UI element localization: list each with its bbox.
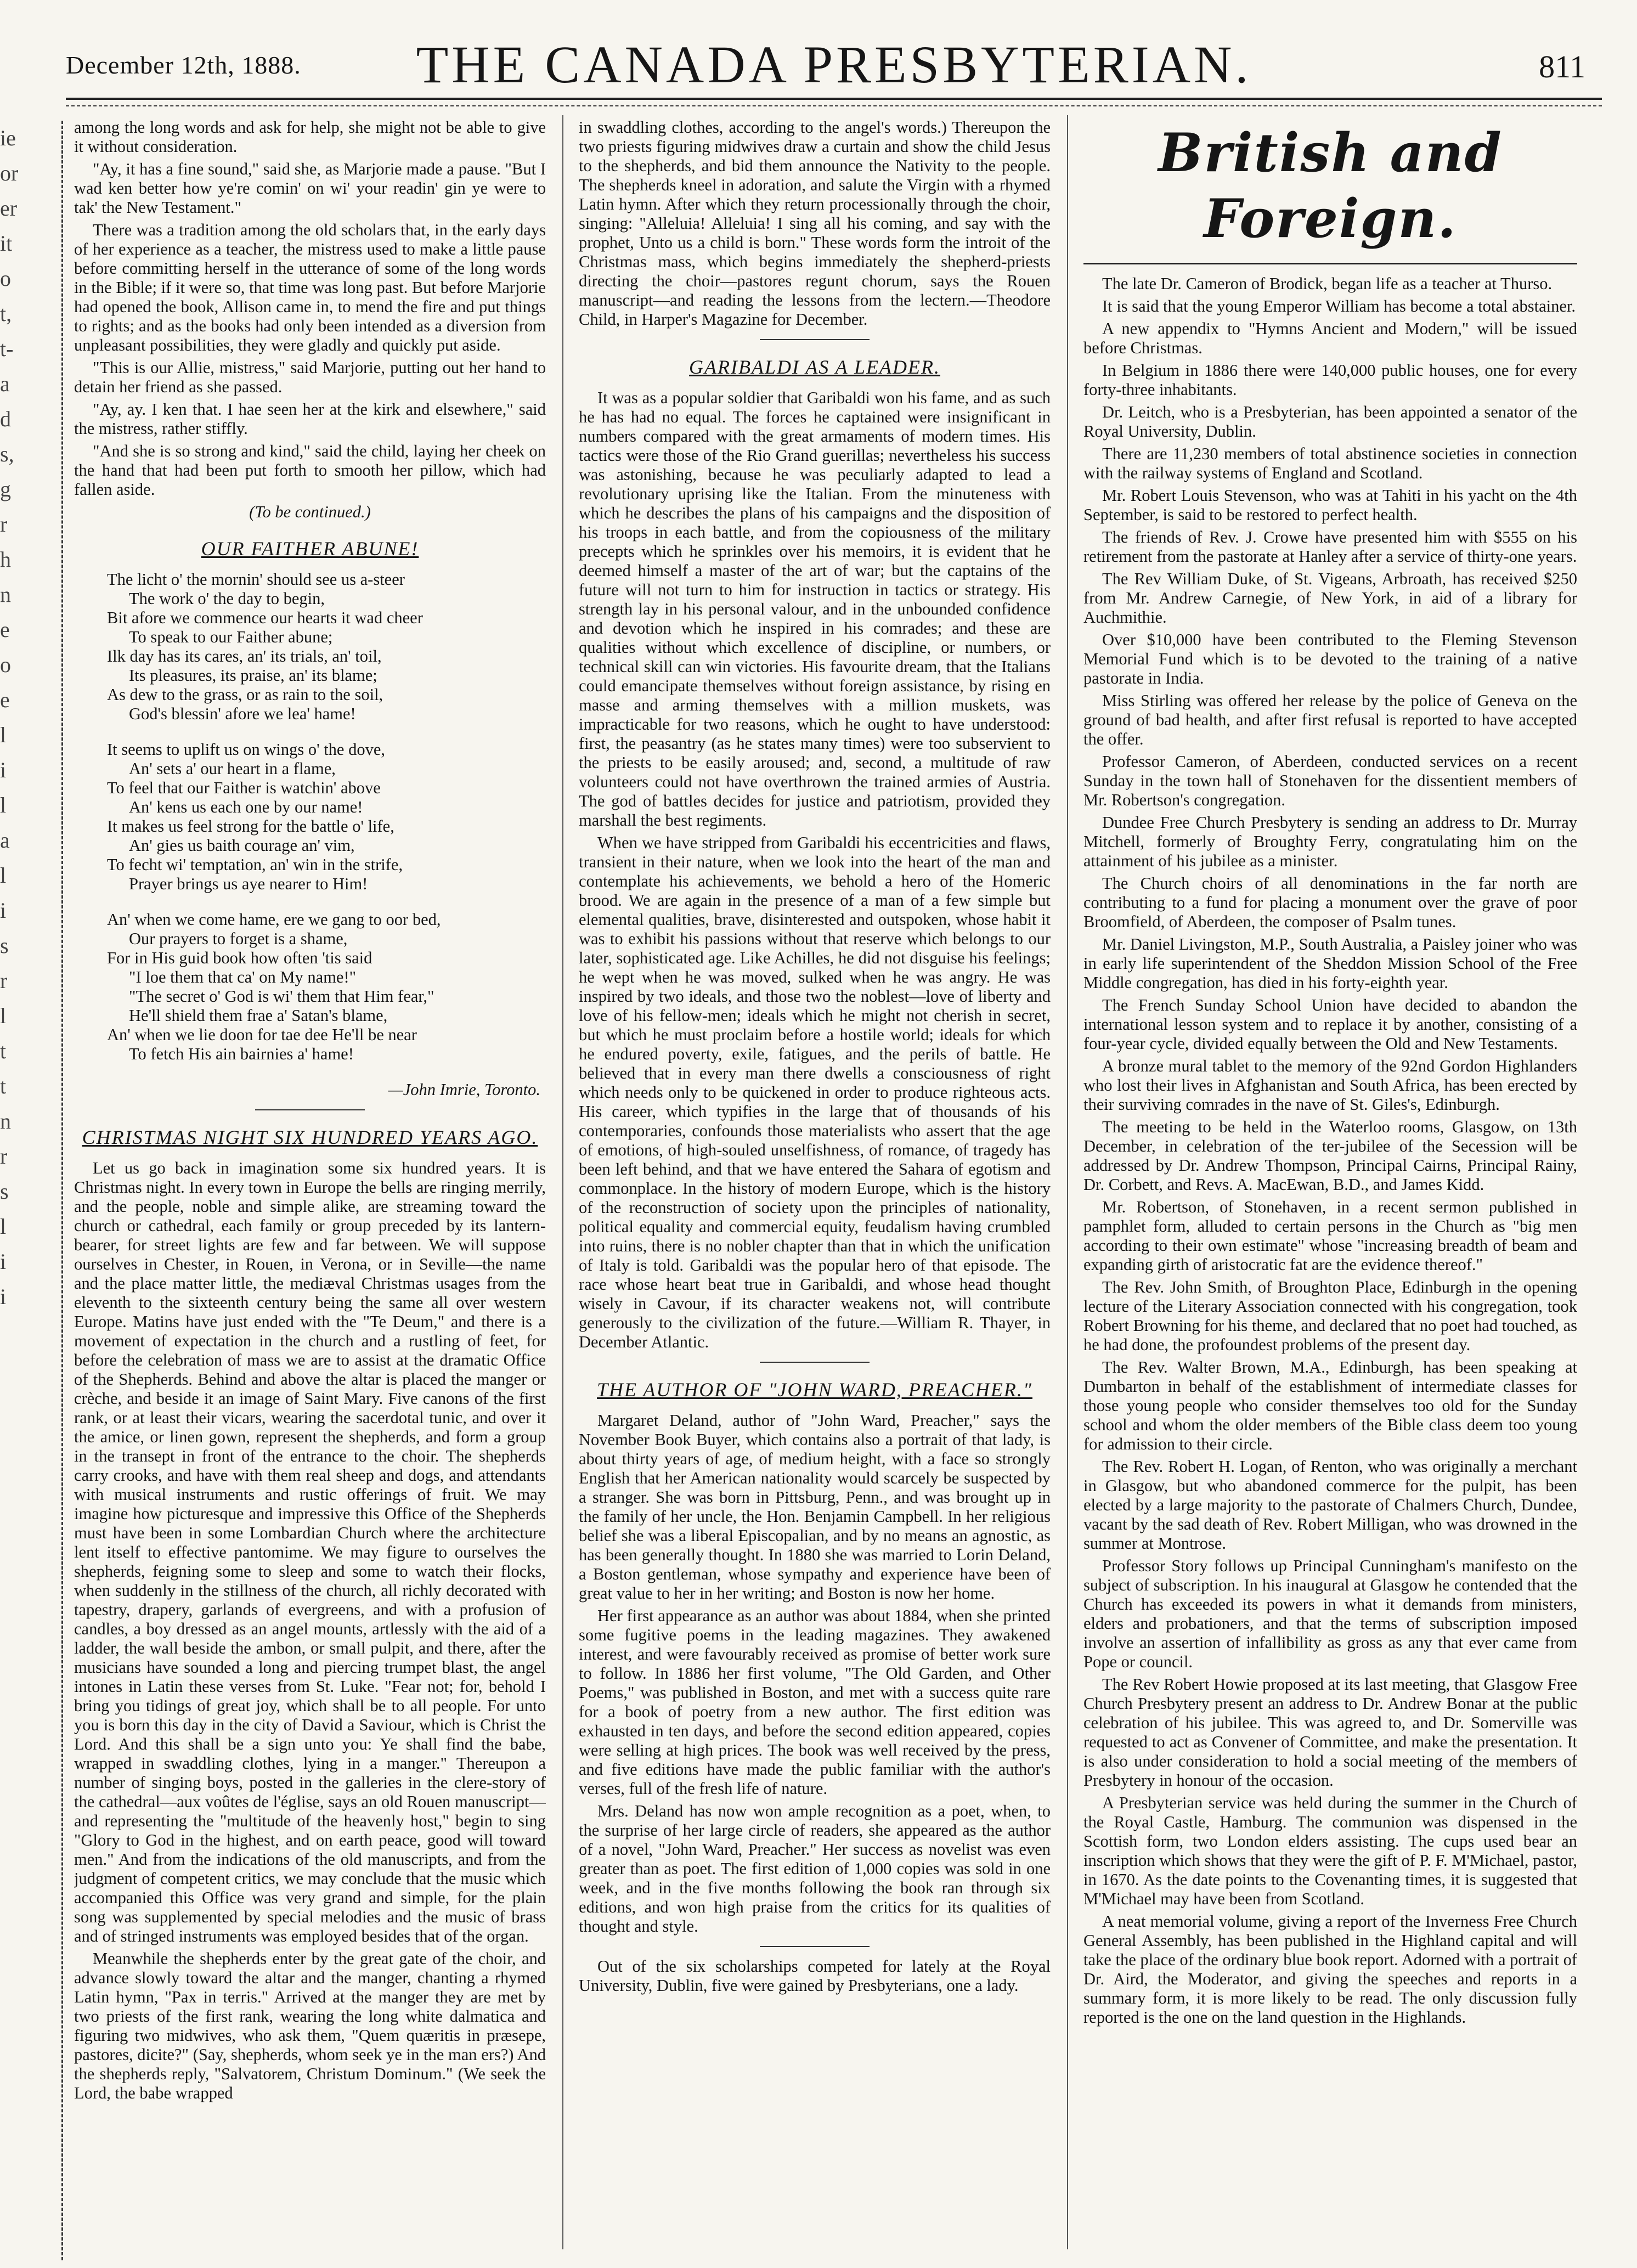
- poem-line: To feel that our Faither is watchin' above: [107, 778, 381, 797]
- poem-line: Prayer brings us aye nearer to Him!: [129, 875, 368, 893]
- separator-rule: [760, 339, 870, 340]
- paragraph: It was as a popular soldier that Garibaldi won his fame, and as such he has had no equal. The forces he captained were insignificant in numbers compared with the great armaments of modern times. His tactics were those of the Rio Grand guerillas; nevertheless his success was astonishing, because he was peculiarly adapted to lead a revolutionary uprising like the Italian. From the minuteness with which he describes the plans of his campaigns and the disposition of his troops in each battle, and from the copiousness of the military precepts which he sprinkles over his memoirs, it is evident that he deemed himself a master of the art of war; but the captains of the future will not turn to him for instruction in tactics or strategy. His strength lay in his personal valour, and in the unbounded confidence and devotion which he inspired in his comrades; and these are qualities without which excellence of discipline, or numbers, or technical skill can win victories. His favourite dream, that the Italians could emancipate themselves without foreign assistance, by rising en masse and arming themselves with a million muskets, was impracticable for two reasons, which he ought to have understood: first, the peasantry (as he states many times) were too subservient to the priests to be easily aroused; and, second, a multitude of raw volunteers could not have overthrown the trained armies of Austria. The god of battles decides for justice and patriotism, provided they marshall the best regiments.: [579, 388, 1051, 830]
- news-item: Mr. Robertson, of Stonehaven, in a recent sermon published in pamphlet form, alluded to certain persons in the Church as "big men according to their own estimate" whose "increasing breadth of beam and expanding girth of aristocratic fat are the evidence thereof.": [1083, 1198, 1577, 1274]
- news-item: A neat memorial volume, giving a report of the Inverness Free Church General Assembly, has been published in the Highland capital and will take the place of the ordinary blue book report. Adorned with a portrait of Dr. Aird, the Moderator, and giving the speeches and reports in a summary form, it is more likely to be read. The only discussion fully reported is the one on the land question in the Highlands.: [1083, 1912, 1577, 2027]
- news-item: The Rev. Walter Brown, M.A., Edinburgh, has been speaking at Dumbarton in behalf of the establishment of intermediate classes for those young people who consider themselves too old for the Sunday school and whom the older members of the Bible class deem too young for admission to their circle.: [1083, 1358, 1577, 1453]
- news-item: Mr. Daniel Livingston, M.P., South Australia, a Paisley joiner who was in early life superintendent of the Sheddon Mission School of the Free Middle congregation, has died in his forty-eighth year.: [1083, 935, 1577, 992]
- news-item: The meeting to be held in the Waterloo rooms, Glasgow, on 13th December, in celebration of the ter-jubilee of the Secession will be addressed by Dr. Andrew Thompson, Principal Cairns, Principal Rainy, Dr. Corbett, and Revs. A. MacEwan, B.D., and James Kidd.: [1083, 1118, 1577, 1194]
- news-item: Miss Stirling was offered her release by the police of Geneva on the ground of bad health, and after first refusal is reported to have accepted the offer.: [1083, 691, 1577, 748]
- news-item: Mr. Robert Louis Stevenson, who was at Tahiti in his yacht on the 4th September, is said to be restored to perfect health.: [1083, 486, 1577, 524]
- news-item: In Belgium in 1886 there were 140,000 public houses, one for every forty-three inhabitants.: [1083, 361, 1577, 399]
- gutter-mark: o: [0, 652, 11, 677]
- gutter-mark: d: [0, 407, 11, 431]
- paragraph: Mrs. Deland has now won ample recognition as a poet, when, to the surprise of her large circle of readers, she appeared as the author of a novel, "John Ward, Preacher." Her success as novelist was even greater than as poet. The first edition of 1,000 copies was sold in one week, and in the five months following the book ran through six editions, and won high praise from the critics for its qualities of thought and style.: [579, 1802, 1051, 1936]
- gutter-mark: g: [0, 477, 11, 501]
- issue-date: December 12th, 1888.: [66, 51, 301, 79]
- poem-line: He'll shield them frae a' Satan's blame,: [129, 1006, 388, 1025]
- poem-line: It seems to uplift us on wings o' the dove,: [107, 740, 386, 759]
- news-item: The Rev. Robert H. Logan, of Renton, who was originally a merchant in Glasgow, but who abandoned commerce for the pulpit, has been elected by a large majority to the pastorate of Chalmers Church, Dundee, vacant by the sad death of Rev. Robert Milligan, who was drowned in the summer at Montrose.: [1083, 1457, 1577, 1553]
- paragraph: in swaddling clothes, according to the angel's words.) Thereupon the two priests figuring midwives draw a curtain and show the child Jesus to the shepherds, and bid them announce the Nativity to the people. The shepherds kneel in adoration, and salute the Virgin with a rhymed Latin hymn. After which they return processionally through the choir, singing: "Alleluia! Alleluia! I sing all his coming, and say with the prophet, Unto us a child is born." These words form the introit of the Christmas mass, which begins immediately the shepherd-priests directing the choir—pastores regunt chorum, says the Rouen manuscript—and reading the lessons from the lectern.—Theodore Child, in Harper's Magazine for December.: [579, 118, 1051, 329]
- separator-rule: [255, 1109, 365, 1110]
- gutter-mark: i: [0, 1284, 7, 1309]
- news-item: The Rev. John Smith, of Broughton Place, Edinburgh in the opening lecture of the Literary Association connected with his congregation, took Robert Browning for his theme, and declared that no poet had touched, as he had done, the profoundest problems of the present day.: [1083, 1278, 1577, 1354]
- news-item: Dundee Free Church Presbytery is sending an address to Dr. Murray Mitchell, formerly of Broughty Ferry, congratulating him on the attainment of his jubilee as a minister.: [1083, 813, 1577, 870]
- gutter-mark: ie: [0, 126, 16, 150]
- separator-rule: [760, 1362, 870, 1363]
- gutter-mark: h: [0, 547, 11, 572]
- paragraph: Let us go back in imagination some six hundred years. It is Christmas night. In every town in Europe the bells are ringing merrily, and the people, noble and simple alike, are streaming toward the church or cathedral, each family or group preceded by its lantern-bearer, for street lights are few and far between. We will suppose ourselves in Chester, in Rouen, in Verona, or in Seville—the name and the place matter little, the mediæval Christmas usages from the eleventh to the sixteenth century being the same all over western Europe. Matins have just ended with the "Te Deum," and there is a movement of expectation in the church and a rustling of feet, for before the celebration of mass we are to assist at the dramatic Office of the Shepherds. Behind and above the altar is placed the manger or crèche, and beside it an image of Saint Mary. Five canons of the first rank, or at least their vicars, wearing the sacerdotal tunic, and over it the amice, or linen gown, represent the shepherds, and form a group in the transept in front of the entrance to the choir. The shepherds carry crooks, and have with them real sheep and dogs, and attendants with musical instruments and rustic offerings of fruit. We may imagine how picturesque and impressive this Office of the Shepherds must have been in some Lombardian Church where the architecture lent itself to effective pantomime. We may figure to ourselves the shepherds, feigning some to sleep and some to watch their flocks, when suddenly in the stillness of the church, all richly decorated with tapestry, drapery, garlands of evergreens, and with a profusion of candles, a boy dressed as an angel mounts, artlessly with the aid of a ladder, the wall beside the ambon, or small pulpit, and there, after the musicians have sounded a long and piercing trumpet blast, the angel intones in Latin these verses from St. Luke. "Fear not; for, behold I bring you tidings of great joy, which shall be to all people. For unto you is born this day in the city of David a Saviour, which is Christ the Lord. And this shall be a sign unto you: Ye shall find the babe, wrapped in swaddling clothes, lying in a manger." Thereupon a number of singing boys, posted in the galleries in the clere-story of the cathedral—aux voûtes de l'église, says an old Rouen manuscript—and representing the "multitude of the heavenly host," begin to sing "Glory to God in the highest, and on earth peace, good will toward men." And from the indications of the old manuscripts, and from the judgment of competent critics, we may conclude that the music which accompanied this Office was very grand and simple, for the plain song was supplemented by special melodies and the music of brass and of stringed instruments was employed besides that of the organ.: [74, 1159, 546, 1945]
- gutter-mark: s,: [0, 442, 14, 466]
- gutter-mark: a: [0, 828, 10, 853]
- section-title: British and Foreign.: [1158, 122, 1503, 250]
- paragraph: Her first appearance as an author was about 1884, when she printed some fugitive poems in the leading magazines. They awakened interest, and were favourably received as promise of better work sure to follow. In 1886 her first volume, "The Old Garden, and Other Poems," was published in Boston, and met with a success quite rare for a book of poetry from a new author. The first edition was exhausted in ten days, and before the second edition appeared, copies were selling at high prices. The book was well received by the press, and five editions have made the public familiar with the author's verses, full of the fresh life of nature.: [579, 1606, 1051, 1798]
- poem-line: An' when we come hame, ere we gang to oor bed,: [107, 910, 441, 929]
- poem-line: To fetch His ain bairnies a' hame!: [129, 1045, 354, 1063]
- poem-line: An' gies us baith courage an' vim,: [129, 836, 355, 855]
- paragraph: Meanwhile the shepherds enter by the great gate of the choir, and advance slowly toward the altar and the manger, chanting a rhymed Latin hymn, "Pax in terris." Arrived at the manger they are met by two priests of the first rank, wearing the long white dalmatica and figuring two midwives, who ask them, "Quem quæritis in præsepe, pastores, dicite?" (Say, shepherds, whom seek ye in the man ers?) And the shepherds reply, "Salvatorem, Christum Dominum." (We seek the Lord, the babe wrapped: [74, 1949, 546, 2102]
- poem-line: To speak to our Faither abune;: [129, 628, 333, 646]
- poem-line: God's blessin' afore we lea' hame!: [129, 704, 356, 723]
- left-border-rule: [61, 121, 65, 2260]
- poem-line: Our prayers to forget is a shame,: [129, 929, 348, 948]
- gutter-mark: e: [0, 617, 10, 642]
- gutter-mark: l: [0, 863, 7, 888]
- gutter-mark: r: [0, 968, 8, 993]
- section-title-rule: [1083, 263, 1577, 264]
- gutter-mark: i: [0, 1249, 7, 1274]
- news-item: The French Sunday School Union have decided to abandon the international lesson system and to replace it by another, consisting of a four-year cycle, divided equally between the Old and New Testaments.: [1083, 996, 1577, 1053]
- news-items: [1083, 274, 1577, 2027]
- gutter-mark: e: [0, 687, 10, 712]
- paragraph: "And she is so strong and kind," said the child, laying her cheek on the hand that had been put forth to smooth her pillow, which had fallen aside.: [74, 442, 546, 499]
- poem-line: The licht o' the mornin' should see us a-steer: [107, 570, 405, 589]
- masthead-dashed-rule: [66, 105, 1602, 106]
- article-title: GARIBALDI AS A LEADER.: [689, 356, 940, 378]
- masthead-rule: [66, 98, 1602, 100]
- paragraph: among the long words and ask for help, she might not be able to give it without consideration.: [74, 118, 546, 156]
- poem-line: The work o' the day to begin,: [129, 589, 325, 608]
- gutter-marks: [0, 121, 22, 2205]
- news-item: A Presbyterian service was held during the summer in the Church of the Royal Castle, Hamburg. The communion was dispensed in the Scottish form, two London elders assisting. The cups used bear an inscription which shows that they were the gift of P. F. M'Michael, pastor, in 1670. As the date points to the Covenanting times, it is suggested that M'Michael may have been from Scotland.: [1083, 1793, 1577, 1908]
- column-divider: [1067, 115, 1068, 2249]
- poem-line: An' when we lie doon for tae dee He'll be near: [107, 1025, 417, 1044]
- news-item: A bronze mural tablet to the memory of the 92nd Gordon Highlanders who lost their lives in Afghanistan and South Africa, has been erected by their surviving comrades in the nave of St. Giles's, Edinburgh.: [1083, 1057, 1577, 1114]
- poem-stanza: [107, 740, 546, 894]
- poem-title: OUR FAITHER ABUNE!: [201, 538, 419, 560]
- poem-stanza: [107, 570, 546, 724]
- poem-line: "I loe them that ca' on My name!": [129, 968, 357, 986]
- news-item: Professor Cameron, of Aberdeen, conducted services on a recent Sunday in the town hall of Stonehaven for the dissentient members of Mr. Robertson's congregation.: [1083, 752, 1577, 809]
- column-divider: [562, 115, 563, 2249]
- news-item: The Rev William Duke, of St. Vigeans, Arbroath, has received $250 from Mr. Andrew Carnegie, of New York, in aid of a library for Auchmithie.: [1083, 569, 1577, 627]
- news-item: There are 11,230 members of total abstinence societies in connection with the railway systems of England and Scotland.: [1083, 444, 1577, 482]
- column-right: [1083, 118, 1577, 2247]
- gutter-mark: l: [0, 1214, 7, 1239]
- paragraph: "This is our Allie, mistress," said Marjorie, putting out her hand to detain her friend as she passed.: [74, 358, 546, 396]
- article-title: CHRISTMAS NIGHT SIX HUNDRED YEARS AGO.: [82, 1126, 538, 1148]
- column-middle: [579, 118, 1051, 2247]
- gutter-mark: s: [0, 933, 9, 958]
- news-item: The friends of Rev. J. Crowe have presented him with $555 on his retirement from the pastorate at Hanley after a service of thirty-one years.: [1083, 528, 1577, 566]
- paragraph: When we have stripped from Garibaldi his eccentricities and flaws, transient in their nature, when we look into the heart of the man and contemplate his achievements, we behold a hero of the Homeric brood. We are again in the presence of a man of a few simple but elemental qualities, brave, disinterested and outspoken, whose habit it was to exhibit his passions without that reserve which belongs to our later, sophisticated age. Like Achilles, he did not disguise his feelings; he wept when he was moved, sulked when he was angry. He was inspired by two ideals, and those two the noblest—love of liberty and love of his fellow-men; ideals which he might not cherish in secret, but which he must proclaim before a hostile world; ideals for which he endured poverty, exile, fatigues, and the perils of battle. He believed that in every man there dwells a consciousness of right which needs only to be quickened in order to produce righteous acts. His career, which typifies in the large that of thousands of his contemporaries, confounds those materialists who assert that the age of emotions, of high-souled unselfishness, of romance, of tragedy has been left behind, and that we have entered the Sahara of egotism and commonplace. In the history of modern Europe, which is the history of the reconstruction of society upon the principles of nationality, political equality and commercial equity, feudalism having crumbled into ruins, there is no nobler chapter than that in which the unification of Italy is told. Garibaldi was the popular hero of that episode. The race whose heart beat true in Garibaldi, and whose head thought wisely in Cavour, if its character weakens not, will contribute generously to the civilization of the future.—William R. Thayer, in December Atlantic.: [579, 833, 1051, 1351]
- poem-signature: —John Imrie, Toronto.: [388, 1080, 540, 1099]
- poem-stanza: [107, 910, 546, 1064]
- poem: [107, 570, 546, 1064]
- gutter-mark: it: [0, 231, 13, 256]
- gutter-mark: l: [0, 723, 7, 747]
- gutter-mark: n: [0, 582, 11, 607]
- poem-line: As dew to the grass, or as rain to the soil,: [107, 685, 383, 704]
- gutter-mark: a: [0, 371, 10, 396]
- gutter-mark: o: [0, 266, 11, 291]
- to-be-continued: (To be continued.): [249, 503, 371, 521]
- paragraph: Out of the six scholarships competed for lately at the Royal University, Dublin, five were gained by Presbyterians, one a lady.: [579, 1957, 1051, 1995]
- gutter-mark: t,: [0, 301, 12, 326]
- news-item: Over $10,000 have been contributed to the Fleming Stevenson Memorial Fund which is to be devoted to the training of a native pastorate in India.: [1083, 630, 1577, 687]
- poem-line: An' sets a' our heart in a flame,: [129, 759, 336, 778]
- gutter-mark: i: [0, 898, 7, 923]
- gutter-mark: l: [0, 793, 7, 817]
- gutter-mark: r: [0, 512, 8, 537]
- poem-line: Bit afore we commence our hearts it wad cheer: [107, 608, 423, 627]
- paragraph: Margaret Deland, author of "John Ward, Preacher," says the November Book Buyer, which contains also a portrait of that lady, is about thirty years of age, of medium height, with a face so strongly English that her American nationality would scarcely be suspected by a stranger. She was born in Pittsburg, Penn., and was brought up in the family of her uncle, the Hon. Benjamin Campbell. In her religious belief she was a liberal Episcopalian, and by no means an agnostic, as has been generally thought. In 1880 she was married to Lorin Deland, a Boston gentleman, whose sympathy and experience have been of great value to her in her writing; and Boston is now her home.: [579, 1411, 1051, 1603]
- article-title: THE AUTHOR OF "JOHN WARD, PREACHER.": [597, 1379, 1032, 1401]
- news-item: Professor Story follows up Principal Cunningham's manifesto on the subject of subscription. In his inaugural at Glasgow he contended that the Church has exceeded its powers in what it demands from ministers, elders and probationers, and that the terms of subscription imposed involve an assertion of infallibility as gross as any that ever came from Pope or council.: [1083, 1556, 1577, 1671]
- news-item: The Church choirs of all denominations in the far north are contributing to a fund for placing a monument over the grave of poor Broomfield, of Aberdeen, the composer of Psalm tunes.: [1083, 874, 1577, 931]
- masthead: [66, 27, 1602, 99]
- gutter-mark: i: [0, 758, 7, 782]
- news-item: It is said that the young Emperor William has become a total abstainer.: [1102, 297, 1576, 315]
- paragraph: There was a tradition among the old scholars that, in the early days of her experience as a teacher, the mistress used to make a little pause before committing herself in the utterance of some of the long words in the Bible; if it were so, that time was long past. But before Marjorie had opened the book, Allison came in, to mend the fire and put things to rights; and as the books had only been intended as a diversion from unpleasant possibilities, they were gladly and quickly put aside.: [74, 221, 546, 354]
- poem-line: An' kens us each one by our name!: [129, 798, 363, 816]
- news-item: Dr. Leitch, who is a Presbyterian, has been appointed a senator of the Royal University, Dublin.: [1083, 403, 1577, 441]
- poem-line: Its pleasures, its praise, an' its blame;: [129, 666, 377, 685]
- news-item: A new appendix to "Hymns Ancient and Modern," will be issued before Christmas.: [1083, 319, 1577, 357]
- gutter-mark: r: [0, 1144, 8, 1169]
- news-item: The Rev Robert Howie proposed at its last meeting, that Glasgow Free Church Presbytery present an address to Dr. Andrew Bonar at the public celebration of his jubilee. This was agreed to, and Dr. Somerville was requested to act as Convener of Committee, and make the presentation. It is also under consideration to hold a social meeting of the members of Presbytery in honour of the occasion.: [1083, 1675, 1577, 1790]
- poem-line: To fecht wi' temptation, an' win in the strife,: [107, 855, 403, 874]
- gutter-mark: or: [0, 161, 19, 185]
- poem-line: For in His guid book how often 'tis said: [107, 949, 372, 967]
- column-left: [74, 118, 546, 2247]
- poem-line: Ilk day has its cares, an' its trials, an' toil,: [107, 647, 382, 665]
- story-continuation: [74, 118, 546, 499]
- poem-line: It makes us feel strong for the battle o' life,: [107, 817, 394, 836]
- page-number: 811: [1539, 49, 1585, 84]
- gutter-mark: l: [0, 1003, 7, 1028]
- newspaper-title: THE CANADA PRESBYTERIAN.: [416, 35, 1252, 94]
- gutter-mark: er: [0, 196, 18, 221]
- gutter-mark: s: [0, 1179, 9, 1204]
- separator-rule: [760, 1946, 870, 1947]
- gutter-mark: t-: [0, 336, 14, 361]
- gutter-mark: t: [0, 1074, 7, 1098]
- poem-line: "The secret o' God is wi' them that Him fear,": [129, 987, 434, 1006]
- paragraph: "Ay, it has a fine sound," said she, as Marjorie made a pause. "But I wad ken better how ye're comin' on wi' your readin' gin ye were to tak' the New Testament.": [74, 160, 546, 217]
- gutter-mark: t: [0, 1039, 7, 1063]
- paragraph: "Ay, ay. I ken that. I hae seen her at the kirk and elsewhere," said the mistress, rather stiffly.: [74, 400, 546, 438]
- news-item: The late Dr. Cameron of Brodick, began life as a teacher at Thurso.: [1102, 274, 1553, 293]
- gutter-mark: n: [0, 1109, 11, 1133]
